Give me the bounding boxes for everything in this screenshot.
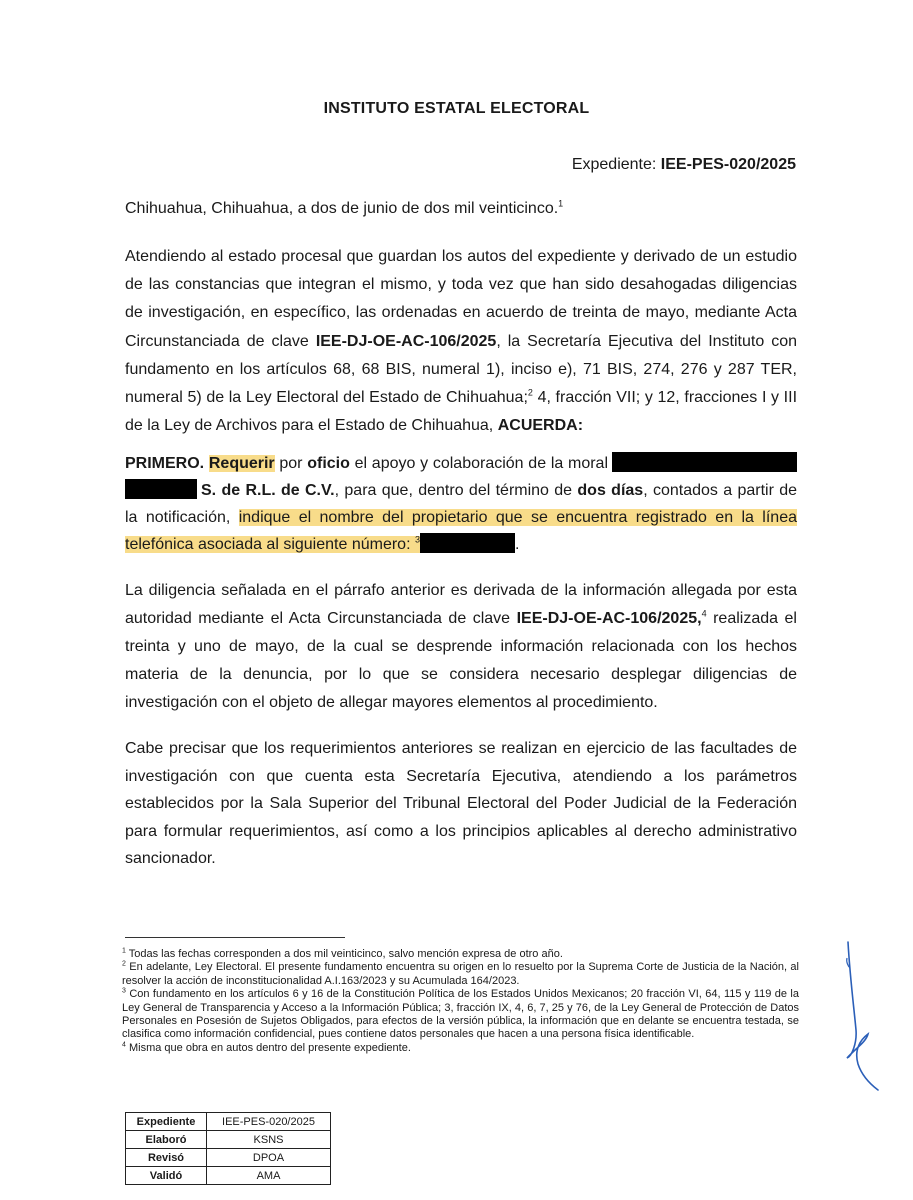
footnote-text: Misma que obra en autos dentro del presente expediente. [128, 1041, 411, 1054]
expediente-number: IEE-PES-020/2025 [660, 156, 796, 173]
table-key: Elaboró [126, 1131, 207, 1149]
table-value: AMA [207, 1167, 331, 1185]
primero-label: PRIMERO. [125, 455, 205, 472]
paragraph-primero [125, 450, 797, 558]
term-days: dos días [577, 482, 644, 499]
footnote-text: Todas las fechas corresponden a dos mil veinticinco, salvo mención expresa de otro año. [128, 948, 563, 960]
table-row [126, 1131, 331, 1149]
footnote-2 [122, 961, 799, 988]
company-type: S. de R.L. de C.V. [201, 482, 335, 499]
expediente-line [572, 156, 796, 174]
footnotes [122, 948, 799, 1055]
paragraph-diligencia [125, 577, 797, 717]
text-run: Atendiendo al estado procesal que guardan los autos del expediente y derivado de un estudio de las constancias que integran el mismo, y toda vez que han sido desahogadas diligencias de investigación, en específico, las ordenadas en acuerdo de treinta de mayo, mediante Acta Circunstanciada de clave [125, 248, 797, 350]
footnote-3 [122, 988, 799, 1042]
footnote-divider [125, 937, 345, 938]
footnote-ref: 4 [701, 608, 707, 619]
requerir-highlight: Requerir [208, 455, 275, 472]
text-run: , contados a partir de la notificación, [125, 482, 798, 526]
redaction-box [420, 533, 515, 553]
oficio-label: oficio [307, 455, 350, 472]
footnote-text: En adelante, Ley Electoral. El presente fundamento encuentra su origen en lo resuelto por la Suprema Corte de Justicia de la Nación, al resolver la acción de inconstitucionalidad A.I.163/2023 y su Acumulada 164/2023. [122, 961, 799, 987]
table-row [126, 1149, 331, 1167]
expediente-label: Expediente: [571, 156, 657, 173]
table-key: Revisó [126, 1149, 207, 1167]
date-text: Chihuahua, Chihuahua, a dos de junio de dos mil veinticinco. [125, 200, 559, 217]
text-run: , para que, dentro del término de [334, 482, 578, 499]
table-value: KSNS [207, 1131, 331, 1149]
table-row [126, 1113, 331, 1131]
footnote-number: 2 [122, 960, 126, 968]
footnote-4 [122, 1042, 799, 1055]
redaction-box [125, 479, 197, 499]
document-title: INSTITUTO ESTATAL ELECTORAL [323, 100, 590, 117]
footnote-ref: 2 [527, 387, 533, 398]
text-run: , la Secretaría Ejecutiva del Instituto con fundamento en los artículos 68, 68 BIS, numeral 1), inciso e), 71 BIS, 274, 276 y 287 TER, numeral 5) de la Ley Electoral del Estado de Chihuahua; [125, 332, 797, 407]
date-line [125, 200, 563, 218]
table-value: DPOA [207, 1149, 331, 1167]
footnote-ref: 1 [558, 198, 564, 209]
text-run: . [514, 536, 520, 553]
footnote-text: Con fundamento en los artículos 6 y 16 de la Constitución Política de los Estados Unidos Mexicanos; 20 fracción VI, 64, 115 y 119 de la Ley General de Transparencia y Acceso a la Información Pública; 3, fracción IX, 4, 6, 7, 25 y 76, de la Ley General de Protección de Datos Personales en Posesión de Sujetos Obligados, para efectos de la versión pública, la información que en delante se encuentra testada, se clasifica como información confidencial, pues contiene datos personales que hacen a una persona física identificable. [122, 988, 799, 1041]
acuerda-label: ACUERDA: [497, 417, 584, 435]
footnote-1 [122, 948, 799, 961]
footnote-number: 1 [122, 947, 126, 955]
text-run: La diligencia señalada en el párrafo anterior es derivada de la información allegada por esta autoridad mediante el Acta Circunstanciada de clave [125, 582, 797, 627]
acta-clave: IEE-DJ-OE-AC-106/2025 [315, 332, 497, 350]
table-key: Validó [126, 1167, 207, 1185]
table-key: Expediente [126, 1113, 207, 1131]
table-value: IEE-PES-020/2025 [207, 1113, 331, 1131]
footnote-number: 3 [122, 987, 126, 995]
signature-mark [838, 938, 888, 1093]
text-run: realizada el treinta y uno de mayo, de la cual se desprende información relacionada con los hechos materia de la denuncia, por lo que se considera necesario desplegar diligencias de investigación con el objeto de allegar mayores elementos al procedimiento. [125, 610, 797, 711]
text-run: por [274, 455, 308, 472]
text-run: 4, fracción VII; y 12, fracciones I y III de la Ley de Archivos para el Estado de Chihuahua, [125, 389, 798, 435]
control-table [125, 1112, 331, 1185]
table-row [126, 1167, 331, 1185]
acta-clave: IEE-DJ-OE-AC-106/2025, [516, 610, 702, 627]
redaction-box [612, 452, 797, 472]
footnote-ref: 3 [414, 534, 420, 545]
highlight-text: indique el nombre del propietario que se encuentra registrado en la línea telefónica asociada al siguiente número: [125, 509, 797, 553]
text-run: el apoyo y colaboración de la moral [349, 455, 609, 472]
footnote-number: 4 [122, 1041, 126, 1049]
paragraph-precision: Cabe precisar que los requerimientos anteriores se realizan en ejercicio de las facultades de investigación con que cuenta esta Secretaría Ejecutiva, atendiendo a los parámetros establecidos por la Sala Superior del Tribunal Electoral del Poder Judicial de la Federación para formular requerimientos, así como a los principios aplicables al derecho administrativo sancionador. [125, 740, 797, 867]
paragraph-fundamento [125, 243, 797, 440]
